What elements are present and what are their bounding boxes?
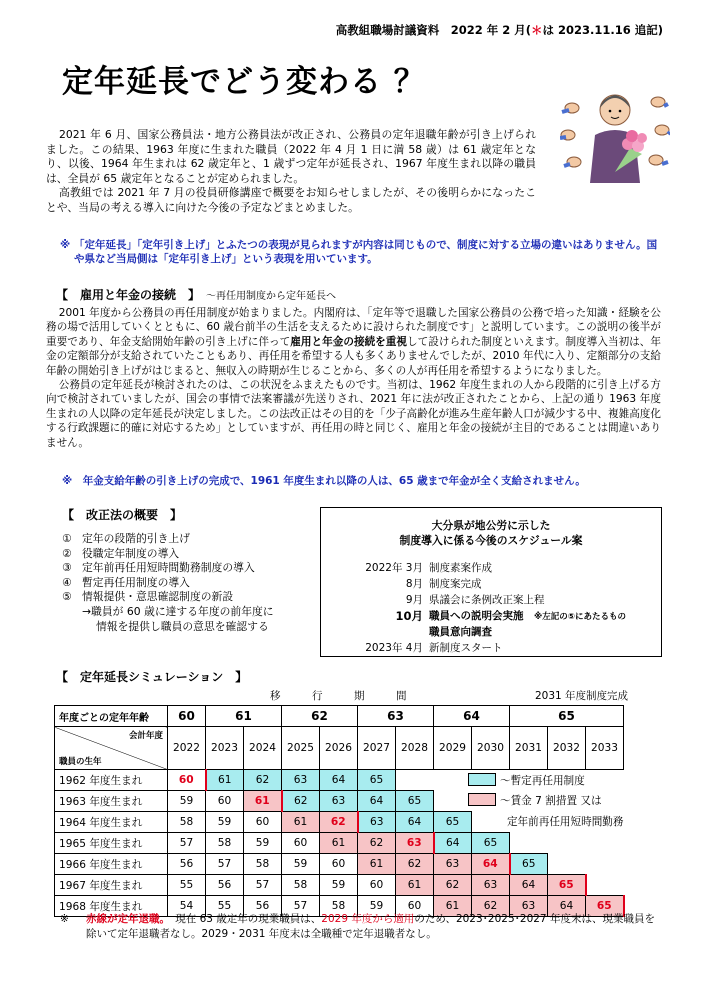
list-item: ② 役職定年制度の導入	[62, 546, 180, 560]
table-cell: 61	[396, 875, 434, 896]
schedule-row: 2023年 4月 新制度スタート	[365, 642, 503, 654]
table-cell: 64	[434, 706, 510, 727]
simulation-footnote: ※ 赤線が定年退職。 現在 63 歳定年の現業職員は、2029 年度から適用のため、2023･2025･2027 年度末は、現業職員を除いて定年退職者なし。2029・2031 年度末は全職種で定年退職者なし。	[60, 913, 655, 940]
table-cell: 63	[510, 896, 548, 917]
table-row	[55, 875, 624, 896]
list-item: ① 定年の段階的引き上げ	[62, 532, 190, 545]
table-cell: 63	[472, 875, 510, 896]
section-employment-pension-title: 【 雇用と年金の接続 】 ～再任用制度から定年延長へ	[56, 288, 337, 302]
table-cell: 59	[168, 791, 206, 812]
table-cell: 57	[168, 833, 206, 854]
pension-note: ※ 年金支給年齢の引き上げの完成で、1961 年度生まれ以降の人は、65 歳まで年金が全く支給されません。	[62, 475, 586, 487]
birth-year-label: 1962 年度生まれ	[55, 770, 168, 791]
simulation-table	[54, 705, 625, 917]
legend-cyan: ～暫定再任用制度	[396, 770, 624, 791]
legend-pink: ～賃金 7 割措置 又は	[434, 791, 624, 812]
table-corner-cell: 会計年度 職員の生年	[55, 727, 168, 770]
table-header-cell: 2031	[510, 727, 548, 770]
table-cell: 59	[206, 812, 244, 833]
table-header-cell: 2023	[206, 727, 244, 770]
table-cell: 64	[396, 812, 434, 833]
schedule-title: 大分県が地公労に示した 制度導入に係る今後のスケジュール案	[399, 519, 583, 547]
table-cell: 58	[282, 875, 320, 896]
table-cell: 59	[244, 833, 282, 854]
table-cell: 62	[358, 833, 396, 854]
transition-period-label: 移 行 期 間	[270, 690, 407, 702]
table-cell: 61	[434, 896, 472, 917]
table-cell: 60	[244, 812, 282, 833]
schedule-row: 10月 職員への説明会実施 ※左記の⑤にあたるもの	[395, 609, 626, 623]
table-header-cell: 2025	[282, 727, 320, 770]
table-cell: 64	[510, 875, 548, 896]
table-cell: 54	[168, 896, 206, 917]
legend-swatch-cyan	[468, 773, 496, 786]
table-cell: 61	[358, 854, 396, 875]
table-row	[55, 812, 624, 833]
table-cell: 60	[396, 896, 434, 917]
table-row	[55, 833, 624, 854]
table-header-cell: 2029	[434, 727, 472, 770]
table-cell: 61	[320, 833, 358, 854]
table-cell: 64	[320, 770, 358, 791]
table-cell: 58	[206, 833, 244, 854]
table-cell: 59	[358, 896, 396, 917]
list-item-continuation: →職員が 60 歳に達する年度の前年度に	[82, 604, 274, 618]
table-cell: 65	[472, 833, 510, 854]
table-cell: 62	[244, 770, 282, 791]
table-header-cell: 2033	[586, 727, 624, 770]
birth-year-label: 1965 年度生まれ	[55, 833, 168, 854]
simulation-title: 【 定年延長シミュレーション 】	[56, 670, 248, 684]
page-title: 定年延長でどう変わる ？	[62, 64, 426, 100]
table-cell: 58	[244, 854, 282, 875]
table-row	[55, 706, 624, 727]
table-header-cell: 2024	[244, 727, 282, 770]
table-cell: 62	[282, 791, 320, 812]
row-header-retirement-age: 年度ごとの定年年齢	[55, 706, 168, 727]
birth-year-label: 1964 年度生まれ	[55, 812, 168, 833]
table-cell: 60	[320, 854, 358, 875]
birth-year-label: 1968 年度生まれ	[55, 896, 168, 917]
table-row	[55, 770, 624, 791]
table-cell: 60	[168, 770, 206, 791]
legend-swatch-pink	[468, 793, 496, 806]
table-header-cell: 2026	[320, 727, 358, 770]
intro-note: ※ 「定年延長」「定年引き上げ」とふたつの表現が見られますが内容は同じもので、制度に対する立場の違いはありません。国や県など当局側は「定年引き上げ」という表現を用いています。	[60, 239, 658, 265]
list-item: ④ 暫定再任用制度の導入	[62, 575, 190, 589]
table-cell: 57	[282, 896, 320, 917]
table-row	[55, 727, 624, 770]
document-header-note: 高教組職場討議資料 2022 年 2 月(＊は 2023.11.16 追記)	[335, 23, 663, 37]
table-cell: 61	[206, 706, 282, 727]
revision-overview-list	[62, 532, 274, 634]
table-cell: 64	[472, 854, 510, 875]
schedule-row: 職員意向調査	[429, 626, 492, 638]
table-cell: 63	[434, 854, 472, 875]
table-cell: 55	[168, 875, 206, 896]
system-complete-label: 2031 年度制度完成	[535, 690, 629, 702]
table-cell: 65	[434, 812, 472, 833]
table-header-cell: 2032	[548, 727, 586, 770]
table-cell: 61	[206, 770, 244, 791]
table-cell: 64	[548, 896, 586, 917]
table-cell: 61	[282, 812, 320, 833]
table-cell: 60	[168, 706, 206, 727]
table-cell: 63	[358, 706, 434, 727]
table-cell: 62	[472, 896, 510, 917]
table-cell: 59	[282, 854, 320, 875]
table-cell: 56	[206, 875, 244, 896]
birth-year-label: 1967 年度生まれ	[55, 875, 168, 896]
table-cell: 65	[510, 854, 548, 875]
table-cell: 56	[168, 854, 206, 875]
table-cell: 65	[586, 896, 624, 917]
table-cell: 58	[320, 896, 358, 917]
list-item: ③ 定年前再任用短時間勤務制度の導入	[62, 561, 255, 575]
table-cell: 62	[396, 854, 434, 875]
list-item: ⑤ 情報提供・意思確認制度の新設	[62, 590, 234, 604]
revision-overview-title: 【 改正法の概要 】	[62, 508, 183, 522]
table-cell: 65	[396, 791, 434, 812]
table-cell: 55	[206, 896, 244, 917]
birth-year-label: 1966 年度生まれ	[55, 854, 168, 875]
table-cell: 64	[358, 791, 396, 812]
schedule-row: 9月 県議会に条例改正案上程	[405, 594, 545, 606]
schedule-row: 8月 制度案完成	[405, 578, 482, 590]
table-cell: 60	[282, 833, 320, 854]
table-cell: 60	[358, 875, 396, 896]
table-row	[55, 854, 624, 875]
table-cell: 57	[206, 854, 244, 875]
table-cell: 59	[320, 875, 358, 896]
table-cell: 61	[244, 791, 282, 812]
schedule-row: 2022年 3月 制度素案作成	[365, 562, 492, 574]
table-cell: 65	[358, 770, 396, 791]
table-cell: 65	[510, 706, 624, 727]
table-cell: 60	[206, 791, 244, 812]
table-header-cell: 2030	[472, 727, 510, 770]
legend-pink-continuation: 定年前再任用短時間勤務	[506, 816, 624, 829]
table-cell: 62	[282, 706, 358, 727]
table-header-cell: 2022	[168, 727, 206, 770]
table-cell: 58	[168, 812, 206, 833]
birth-year-label: 1963 年度生まれ	[55, 791, 168, 812]
table-cell: 63	[396, 833, 434, 854]
retiree-with-bouquet-illustration	[560, 80, 670, 185]
table-cell: 56	[244, 896, 282, 917]
table-cell: 63	[282, 770, 320, 791]
table-cell: 65	[548, 875, 586, 896]
schedule-box	[320, 507, 662, 657]
table-cell: 57	[244, 875, 282, 896]
section-employment-pension-body: 2001 年度から公務員の再任用制度が始まりました。内閣府は、「定年等で退職した国家公務員の公務で培った知識・経験を公務の場で活用していくとともに、60 歳台前半の生活を支えるために設けられた制度です」と説明しています。この説明の後半が重要であり、年金支給開始年齢の引き上げに伴って雇用と年金の接続を重視して設けられた制度といえます。制度導入当初は、年金の定額部分が支給されていたこともあり、再任用を希望する人も多くありませんでしたが、2010 年代に入り、定額部分の支給年齢の開始引き上げがはじまると、無収入の時期が生じることから、多くの人が再任用を希望するようになりました。 公務員の定年延長が検討されたのは、この状況をふまえたものです。当初は、1962 年度生まれの人から段階的に引き上げる方向で検討されていましたが、国会の事情で法案審議が先送りされ、2021 年に法が改正されたことから、上記の通り 1963 年度生まれの人以降の定年延長が決定しました。この法改正はその目的を「少子高齢化が進み生産年齢人口が減少する中、複雑高度化する行政課題に的確に対応するため」としていますが、再任用の時と同じく、雇用と年金の接続が主目的であることは間違いありません。	[46, 307, 662, 449]
table-header-cell: 2028	[396, 727, 434, 770]
intro-text: 2021 年 6 月、国家公務員法・地方公務員法が改正され、公務員の定年退職年齢が引き上げられました。この結果、1963 年度に生まれた職員（2022 年 4 月 1 日に満 58 歳）は 61 歳定年となり、以後、1964 年生まれは 62 歳定年と、1 歳ずつ定年が延長され、1967 年度生まれ以降の職員は、全員が 65 歳定年となることが定められました。 高教組では 2021 年 7 月の役員研修講座で概要をお知らせしましたが、その後明らかになったことや、当局の考える導入に向けた今後の予定などまとめました。	[46, 128, 536, 214]
list-item-continuation: 情報を提供し職員の意思を確認する	[96, 619, 269, 633]
table-header-cell: 2027	[358, 727, 396, 770]
table-row	[55, 791, 624, 812]
table-cell: 64	[434, 833, 472, 854]
table-cell: 62	[434, 875, 472, 896]
table-cell: 63	[320, 791, 358, 812]
table-cell: 62	[320, 812, 358, 833]
table-cell: 63	[358, 812, 396, 833]
